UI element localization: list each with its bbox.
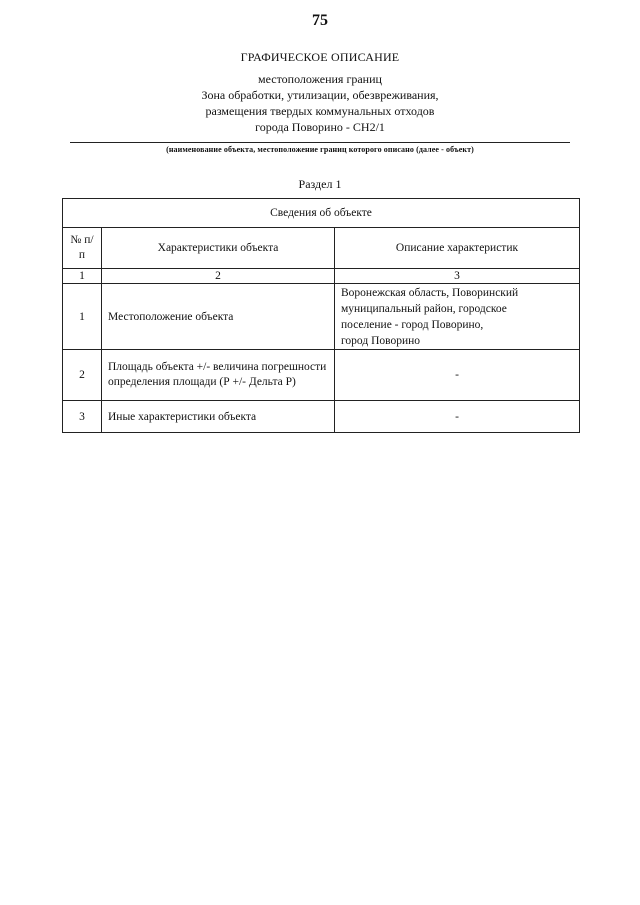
- section-title: Раздел 1: [298, 177, 342, 191]
- table-row: [63, 401, 580, 433]
- column-number: 3: [335, 269, 580, 284]
- table-row: [63, 350, 580, 401]
- header-line: размещения твердых коммунальных отходов: [205, 104, 435, 118]
- description-line: город Поворино: [341, 335, 421, 347]
- document-header: [0, 49, 640, 135]
- object-info-table: [62, 198, 580, 433]
- header-caption: (наименование объекта, местоположение границ которого описано (далее - объект): [166, 145, 474, 154]
- header-line: города Поворино - СН2/1: [255, 120, 385, 134]
- row-description: -: [335, 401, 580, 433]
- description-line: Воронежская область, Поворинский: [341, 287, 519, 299]
- row-number: 1: [63, 284, 102, 350]
- row-description: -: [335, 350, 580, 401]
- column-header-description: Описание характеристик: [335, 228, 580, 269]
- column-number: 1: [63, 269, 102, 284]
- header-divider: [70, 142, 570, 143]
- document-title: ГРАФИЧЕСКОЕ ОПИСАНИЕ: [240, 50, 400, 64]
- column-number-row: [63, 269, 580, 284]
- header-line: Зона обработки, утилизации, обезвреживания,: [201, 88, 439, 102]
- row-characteristic: Площадь объекта +/- величина погрешности определения площади (Р +/- Дельта Р): [102, 350, 335, 401]
- description-line: муниципальный район, городское: [341, 303, 507, 315]
- row-number: 2: [63, 350, 102, 401]
- description-line: поселение - город Поворино,: [341, 319, 484, 331]
- table-header-row: [63, 228, 580, 269]
- table-caption: Сведения об объекте: [63, 199, 580, 228]
- row-number: 3: [63, 401, 102, 433]
- column-header-number: № п/п: [63, 228, 102, 269]
- row-description: [335, 284, 580, 350]
- table-row: [63, 284, 580, 350]
- row-characteristic: Иные характеристики объекта: [102, 401, 335, 433]
- table-caption-row: [63, 199, 580, 228]
- header-line: местоположения границ: [258, 72, 382, 86]
- column-header-characteristic: Характеристики объекта: [102, 228, 335, 269]
- row-characteristic: Местоположение объекта: [102, 284, 335, 350]
- column-number: 2: [102, 269, 335, 284]
- page-number: 75: [312, 12, 328, 29]
